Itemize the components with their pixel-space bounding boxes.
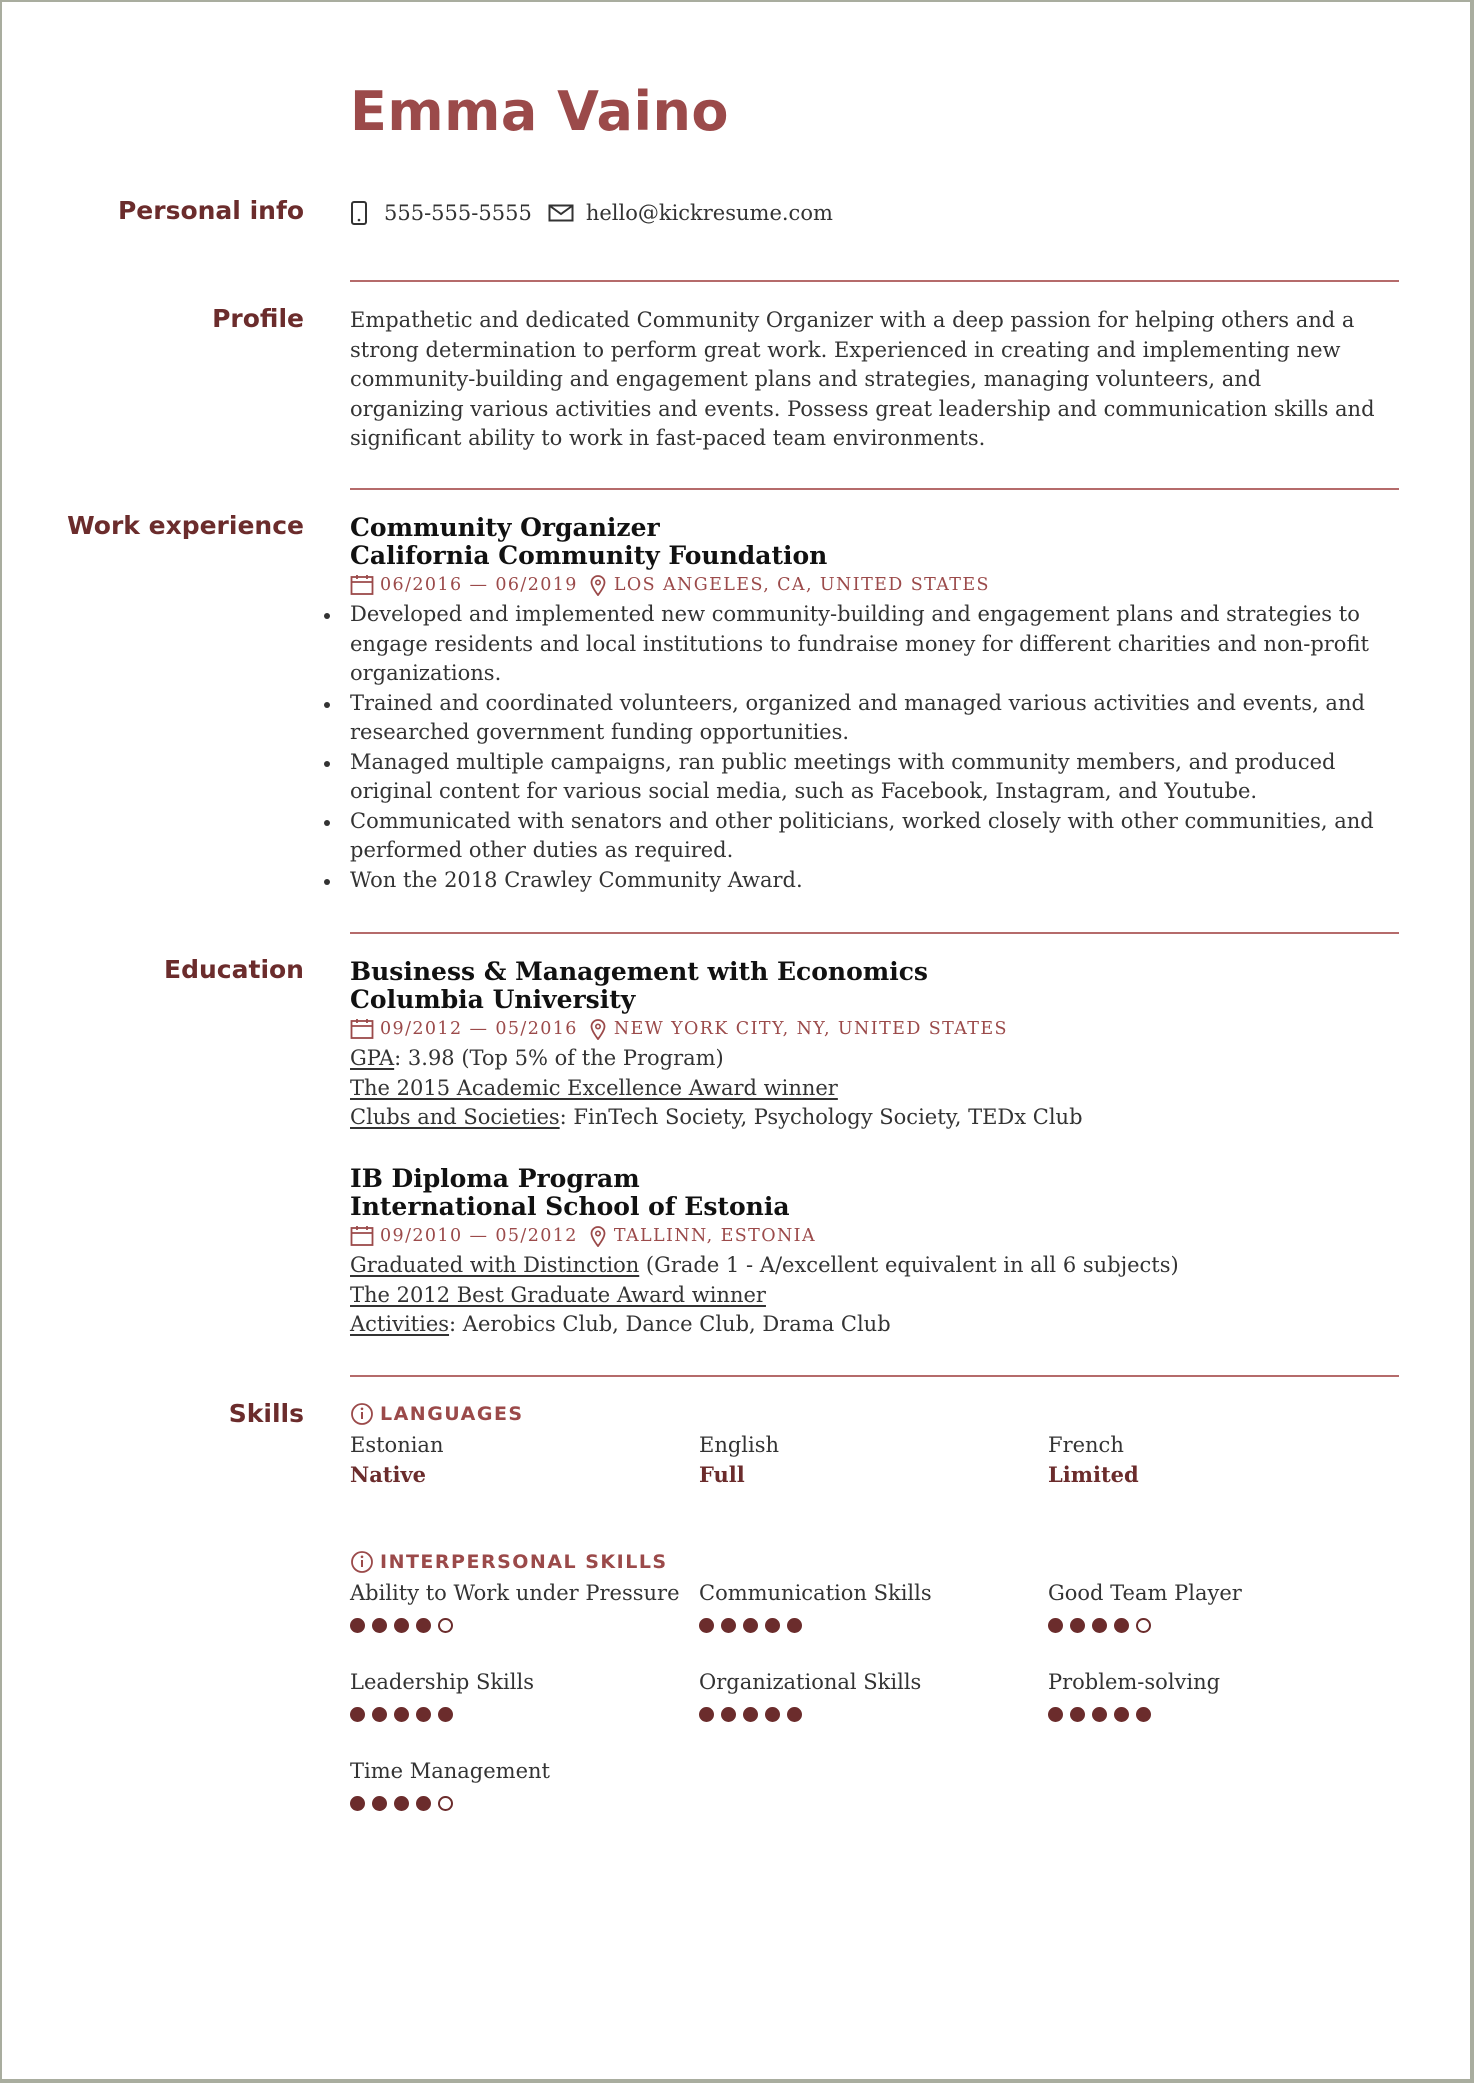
job-bullet: Won the 2018 Crawley Community Award. xyxy=(350,866,1380,896)
skill-item xyxy=(350,1579,690,1633)
degree-title: IB Diploma Program xyxy=(350,1164,640,1193)
interpersonal-skills-label: INTERPERSONAL SKILLS xyxy=(380,1551,668,1573)
skill-item xyxy=(1048,1579,1388,1633)
job-bullet: Managed multiple campaigns, ran public meetings with community members, and produced original content for various social media, such as Facebook, Instagram, and Youtube. xyxy=(350,748,1380,807)
detail-text: : 3.98 (Top 5% of the Program) xyxy=(394,1046,724,1070)
rating-dot-filled xyxy=(787,1618,802,1633)
mail-icon xyxy=(548,204,574,222)
job-bullet: Communicated with senators and other politicians, worked closely with other communities, and performed other duties as required. xyxy=(350,807,1380,866)
languages-label: LANGUAGES xyxy=(380,1403,524,1425)
rating-dot-filled xyxy=(1048,1707,1063,1722)
education-detail xyxy=(350,1310,1402,1340)
email-link[interactable]: hello@kickresume.com xyxy=(585,201,833,225)
skill-item xyxy=(350,1757,690,1811)
rating-dot-filled xyxy=(416,1707,431,1722)
skill-name: Problem-solving xyxy=(1048,1670,1221,1694)
contact-row xyxy=(350,198,1402,228)
detail-text: : Aerobics Club, Dance Club, Drama Club xyxy=(449,1312,891,1336)
rating-dot-filled xyxy=(1114,1618,1129,1633)
job-dates: 06/2016 — 06/2019 xyxy=(380,575,578,595)
rating-dot-filled xyxy=(743,1618,758,1633)
skill-name: Time Management xyxy=(350,1759,550,1783)
rating-dot-filled xyxy=(787,1707,802,1722)
detail-label: Clubs and Societies xyxy=(350,1105,560,1129)
rating-dot-filled xyxy=(438,1707,453,1722)
calendar-icon xyxy=(350,1225,374,1247)
skill-item xyxy=(350,1668,690,1722)
rating-dot-filled xyxy=(765,1618,780,1633)
detail-label: The 2015 Academic Excellence Award winner xyxy=(350,1075,838,1100)
education-detail xyxy=(350,1074,1402,1104)
language-name: English xyxy=(699,1433,780,1457)
job-title: Community Organizer xyxy=(350,513,660,542)
rating-dot-filled xyxy=(1114,1707,1129,1722)
rating-dot-filled xyxy=(1092,1707,1107,1722)
job-meta xyxy=(350,570,1402,600)
rating-dot-filled xyxy=(699,1707,714,1722)
education-location: TALLINN, ESTONIA xyxy=(613,1226,817,1246)
detail-text: (Grade 1 - A/excellent equivalent in all 6 subjects) xyxy=(639,1253,1179,1277)
rating-dot-empty xyxy=(438,1618,453,1633)
skill-name: Communication Skills xyxy=(699,1581,932,1605)
skill-rating xyxy=(1048,1707,1388,1722)
language-name: Estonian xyxy=(350,1433,444,1457)
language-item xyxy=(699,1431,1039,1489)
divider xyxy=(350,488,1399,490)
skill-name: Ability to Work under Pressure xyxy=(350,1581,680,1605)
skill-rating xyxy=(1048,1618,1388,1633)
rating-dot-filled xyxy=(1136,1707,1151,1722)
interpersonal-skills-heading xyxy=(350,1550,668,1574)
education-dates: 09/2012 — 05/2016 xyxy=(380,1019,578,1039)
education-meta xyxy=(350,1221,1402,1251)
education-entry xyxy=(350,958,1402,1133)
rating-dot-filled xyxy=(1070,1707,1085,1722)
rating-dot-filled xyxy=(1092,1618,1107,1633)
detail-text: : FinTech Society, Psychology Society, TEDx Club xyxy=(559,1105,1083,1129)
skill-item xyxy=(1048,1668,1388,1722)
skill-item xyxy=(699,1579,1039,1633)
rating-dot-filled xyxy=(743,1707,758,1722)
rating-dot-filled xyxy=(372,1618,387,1633)
language-level: Native xyxy=(350,1462,427,1487)
rating-dot-filled xyxy=(372,1796,387,1811)
skill-name: Good Team Player xyxy=(1048,1581,1242,1605)
language-level: Limited xyxy=(1048,1462,1139,1487)
rating-dot-filled xyxy=(416,1618,431,1633)
info-icon xyxy=(350,1550,374,1574)
rating-dot-empty xyxy=(438,1796,453,1811)
skill-name: Organizational Skills xyxy=(699,1670,922,1694)
rating-dot-filled xyxy=(1070,1618,1085,1633)
skill-rating xyxy=(699,1707,1039,1722)
education-dates: 09/2010 — 05/2012 xyxy=(380,1226,578,1246)
language-level: Full xyxy=(699,1462,745,1487)
section-title-personal-info: Personal info xyxy=(117,196,304,225)
phone-number: 555-555-5555 xyxy=(384,201,532,225)
skill-rating xyxy=(699,1618,1039,1633)
education-detail xyxy=(350,1281,1402,1311)
language-name: French xyxy=(1048,1433,1124,1457)
education-detail xyxy=(350,1103,1402,1133)
rating-dot-empty xyxy=(1136,1618,1151,1633)
rating-dot-filled xyxy=(372,1707,387,1722)
phone-icon xyxy=(350,200,368,226)
calendar-icon xyxy=(350,574,374,596)
location-pin-icon xyxy=(590,1225,606,1247)
language-item xyxy=(350,1431,690,1489)
language-item xyxy=(1048,1431,1388,1489)
location-pin-icon xyxy=(590,574,606,596)
skill-name: Leadership Skills xyxy=(350,1670,534,1694)
school-name: International School of Estonia xyxy=(350,1192,790,1221)
rating-dot-filled xyxy=(350,1796,365,1811)
section-title-skills: Skills xyxy=(228,1399,304,1428)
detail-label: Activities xyxy=(350,1312,450,1336)
job-bullet: Trained and coordinated volunteers, organized and managed various activities and events, and researched government funding opportunities. xyxy=(350,689,1380,748)
education-location: NEW YORK CITY, NY, UNITED STATES xyxy=(613,1019,1008,1039)
languages-heading xyxy=(350,1402,524,1426)
education-detail xyxy=(350,1251,1402,1281)
rating-dot-filled xyxy=(394,1618,409,1633)
education-detail xyxy=(350,1044,1402,1074)
rating-dot-filled xyxy=(416,1796,431,1811)
detail-label: GPA xyxy=(350,1046,395,1070)
degree-title: Business & Management with Economics xyxy=(350,957,929,986)
rating-dot-filled xyxy=(350,1618,365,1633)
work-entry xyxy=(350,514,1402,895)
rating-dot-filled xyxy=(721,1707,736,1722)
education-entry xyxy=(350,1165,1402,1340)
skill-rating xyxy=(350,1707,690,1722)
candidate-name: Emma Vaino xyxy=(350,80,729,143)
school-name: Columbia University xyxy=(350,985,636,1014)
rating-dot-filled xyxy=(394,1707,409,1722)
resume-page xyxy=(2,2,1470,2079)
detail-label: Graduated with Distinction xyxy=(350,1253,640,1277)
skill-item xyxy=(699,1668,1039,1722)
profile-text: Empathetic and dedicated Community Organizer with a deep passion for helping others and a strong determination to perform great work. Experienced in creating and implementing new community-building and engagement plans and strategies, managing volunteers, and organizing various activities and events. Possess great leadership and communication skills and significant ability to work in fast-paced team environments. xyxy=(350,308,1375,450)
section-title-education: Education xyxy=(164,955,304,984)
job-location: LOS ANGELES, CA, UNITED STATES xyxy=(613,575,990,595)
rating-dot-filled xyxy=(350,1707,365,1722)
detail-label: The 2012 Best Graduate Award winner xyxy=(350,1282,766,1307)
divider xyxy=(350,932,1399,934)
divider xyxy=(350,280,1399,282)
section-title-profile: Profile xyxy=(212,304,304,333)
calendar-icon xyxy=(350,1018,374,1040)
education-meta xyxy=(350,1014,1402,1044)
rating-dot-filled xyxy=(394,1796,409,1811)
job-bullet: Developed and implemented new community-building and engagement plans and strategies to engage residents and local institutions to fundraise money for different charities and non-profit organizations. xyxy=(350,600,1380,689)
rating-dot-filled xyxy=(721,1618,736,1633)
skill-rating xyxy=(350,1796,690,1811)
location-pin-icon xyxy=(590,1018,606,1040)
rating-dot-filled xyxy=(1048,1618,1063,1633)
rating-dot-filled xyxy=(765,1707,780,1722)
job-bullet-list xyxy=(350,600,1380,895)
rating-dot-filled xyxy=(699,1618,714,1633)
job-organization: California Community Foundation xyxy=(350,541,828,570)
info-icon xyxy=(350,1402,374,1426)
divider xyxy=(350,1375,1399,1377)
section-title-work-experience: Work experience xyxy=(67,511,304,540)
skill-rating xyxy=(350,1618,690,1633)
